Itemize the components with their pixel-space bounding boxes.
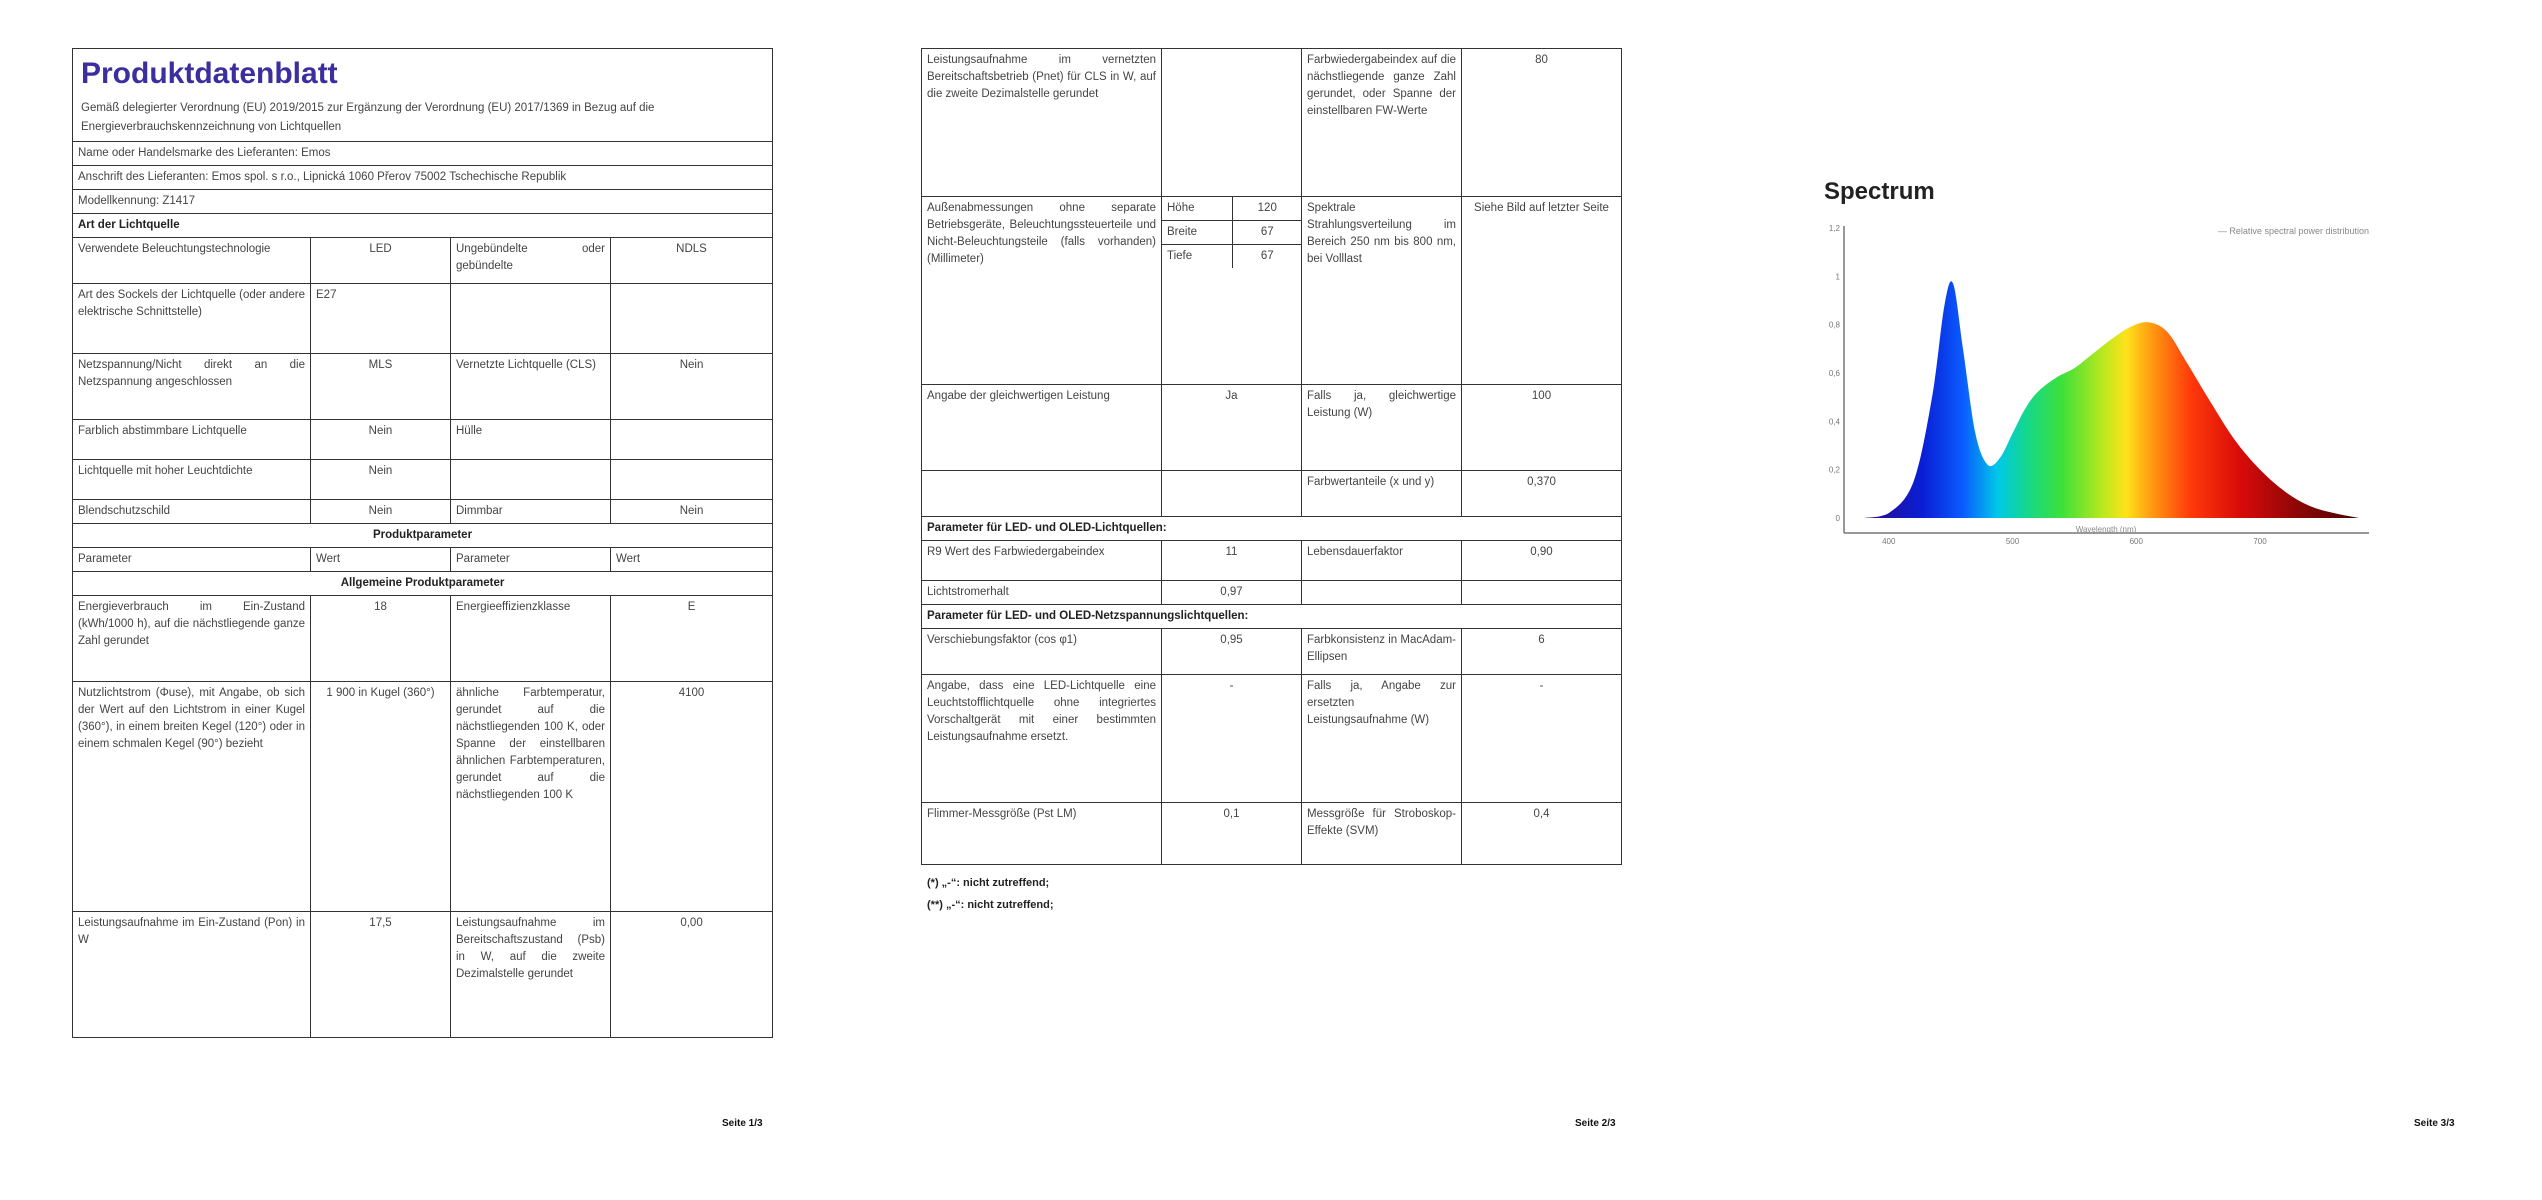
table-cell [1462,581,1622,605]
table-cell: Nein [311,460,451,500]
y-tick-label: 0,6 [1828,369,1840,378]
table-cell: Höhe [1162,197,1232,221]
table-cell: Blendschutzschild [73,500,311,524]
table-cell: 0,370 [1462,471,1622,517]
table-cell: Ungebündelte oder gebündelte [451,238,611,284]
table-cell: Siehe Bild auf letzter Seite [1462,197,1622,385]
table-cell: ähnliche Farbtemperatur, gerundet auf die nächstliegenden 100 K, oder Spanne der einstellbaren ähnlichen Farbtemperaturen, gerundet auf die nächstliegenden 100 K [451,682,611,912]
page-number: Seite 1/3 [722,1118,763,1129]
table-cell: NDLS [611,238,773,284]
page-number: Seite 2/3 [1575,1118,1616,1129]
table-cell [1302,581,1462,605]
table-cell: 0,4 [1462,803,1622,865]
column-header: Wert [311,548,451,572]
mains-params-header: Parameter für LED- und OLED-Netzspannungslichtquellen: [922,605,1622,629]
table-cell: Nein [311,420,451,460]
table-cell [611,284,773,354]
regulation-subtitle: Gemäß delegierter Verordnung (EU) 2019/2015 zur Ergänzung der Verordnung (EU) 2017/1369 in Bezug auf die Energieverbrauchskennzeichnung von Lichtquellen [73,97,773,142]
table-cell: E27 [311,284,451,354]
table-cell: Falls ja, Angabe zur ersetzten Leistungsaufnahme (W) [1302,675,1462,803]
table-cell: Angabe der gleichwertigen Leistung [922,385,1162,471]
table-cell: Hülle [451,420,611,460]
page-number: Seite 3/3 [2414,1118,2455,1129]
table-cell: Nein [311,500,451,524]
table-cell: Ja [1162,385,1302,471]
y-tick-label: 0 [1835,514,1840,523]
table-cell: 100 [1462,385,1622,471]
table-cell: - [1162,675,1302,803]
table-cell [922,471,1162,517]
product-datasheet-table-continued [921,48,1622,865]
table-cell: Breite [1162,221,1232,245]
table-cell: - [1462,675,1622,803]
page-title: Produktdatenblatt [73,49,773,98]
table-cell: 0,1 [1162,803,1302,865]
table-cell: 6 [1462,629,1622,675]
table-cell: Netzspannung/Nicht direkt an die Netzspannung angeschlossen [73,354,311,420]
footnotes [927,872,1053,916]
column-header: Parameter [451,548,611,572]
table-cell: 0,97 [1162,581,1302,605]
x-tick-label: 400 [1882,537,1896,546]
table-cell: 67 [1232,245,1302,269]
table-cell: Lichtquelle mit hoher Leuchtdichte [73,460,311,500]
dimensions-cell [1162,197,1302,385]
table-cell: 17,5 [311,912,451,1038]
table-cell: Tiefe [1162,245,1232,269]
table-cell: Messgröße für Stroboskop-Effekte (SVM) [1302,803,1462,865]
table-cell: Dimmbar [451,500,611,524]
table-cell: Leistungsaufnahme im Ein-Zustand (Pon) in W [73,912,311,1038]
spectrum-chart [1824,218,2374,548]
column-header: Wert [611,548,773,572]
table-cell: 1 900 in Kugel (360°) [311,682,451,912]
table-cell: 0,00 [611,912,773,1038]
y-tick-label: 1,2 [1828,224,1840,233]
table-cell [451,460,611,500]
table-cell: 0,95 [1162,629,1302,675]
table-cell: R9 Wert des Farbwiedergabeindex [922,541,1162,581]
table-cell [1162,49,1302,197]
y-tick-label: 1 [1835,272,1840,282]
table-cell [451,284,611,354]
table-cell: 120 [1232,197,1302,221]
y-tick-label: 0,8 [1828,320,1840,330]
page-1 [0,0,847,1200]
page-2 [847,0,1694,1200]
source-type-header: Art der Lichtquelle [73,214,773,238]
table-cell: Farbwiedergabeindex auf die nächstliegende ganze Zahl gerundet, oder Spanne der einstellbaren FW-Werte [1302,49,1462,197]
table-cell: Vernetzte Lichtquelle (CLS) [451,354,611,420]
table-cell: 4100 [611,682,773,912]
table-cell: 18 [311,596,451,682]
table-cell: Verwendete Beleuchtungstechnologie [73,238,311,284]
chart-legend: — Relative spectral power distribution [2217,226,2369,236]
table-cell: Nutzlichtstrom (Φuse), mit Angabe, ob sich der Wert auf den Lichtstrom in einer Kugel (360°), in einem breiten Kegel (120°) oder in einem schmalen Kegel (90°) bezieht [73,682,311,912]
table-cell: Lichtstromerhalt [922,581,1162,605]
table-cell: Verschiebungsfaktor (cos φ1) [922,629,1162,675]
spectrum-area [1864,281,2359,518]
table-cell: 80 [1462,49,1622,197]
table-cell: Energieeffizienzklasse [451,596,611,682]
led-params-header: Parameter für LED- und OLED-Lichtquellen: [922,517,1622,541]
footnote: (**) „-“: nicht zutreffend; [927,899,1054,911]
supplier-address: Anschrift des Lieferanten: Emos spol. s r.o., Lipnická 1060 Přerov 75002 Tschechische Republik [73,166,773,190]
product-datasheet-table [72,48,773,1038]
table-cell: Nein [611,500,773,524]
supplier-name: Name oder Handelsmarke des Lieferanten: Emos [73,142,773,166]
table-cell: 11 [1162,541,1302,581]
x-tick-label: 500 [2005,537,2020,546]
table-cell: Farbwertanteile (x und y) [1302,471,1462,517]
table-cell [1162,471,1302,517]
product-params-header: Produktparameter [73,524,773,548]
x-tick-labels [1882,537,2267,546]
general-params-header: Allgemeine Produktparameter [73,572,773,596]
table-cell: Energieverbrauch im Ein-Zustand (kWh/1000 h), auf die nächstliegende ganze Zahl gerundet [73,596,311,682]
table-cell: Lebensdauerfaktor [1302,541,1462,581]
y-tick-label: 0,4 [1828,417,1840,427]
table-cell: Spektrale Strahlungsverteilung im Bereich 250 nm bis 800 nm, bei Volllast [1302,197,1462,385]
x-tick-label: 600 [2129,537,2143,546]
table-cell: 0,90 [1462,541,1622,581]
y-tick-label: 0,2 [1828,465,1840,475]
table-cell: Flimmer-Messgröße (Pst LM) [922,803,1162,865]
footnote: (*) „-“: nicht zutreffend; [927,877,1050,889]
table-cell: Angabe, dass eine LED-Lichtquelle eine Leuchtstofflichtquelle ohne integriertes Vorschaltgerät mit einer bestimmten Leistungsaufnahme ersetzt. [922,675,1162,803]
table-cell: Leistungsaufnahme im vernetzten Bereitschaftsbetrieb (Pnet) für CLS in W, auf die zweite Dezimalstelle gerundet [922,49,1162,197]
table-cell: Nein [611,354,773,420]
table-cell: Außenabmessungen ohne separate Betriebsgeräte, Beleuchtungssteuerteile und Nicht-Beleuchtungsteile (falls vorhanden) (Millimeter) [922,197,1162,385]
model-id: Modellkennung: Z1417 [73,190,773,214]
x-axis-label: Wavelength (nm) [2075,525,2137,534]
y-tick-labels [1829,224,1841,523]
table-cell: Leistungsaufnahme im Bereitschaftszustand (Psb) in W, auf die zweite Dezimalstelle gerundet [451,912,611,1038]
table-cell: 67 [1232,221,1302,245]
table-cell: Farbkonsistenz in MacAdam-Ellipsen [1302,629,1462,675]
table-cell [611,460,773,500]
table-cell: Farblich abstimmbare Lichtquelle [73,420,311,460]
table-cell: LED [311,238,451,284]
table-cell: E [611,596,773,682]
x-tick-label: 700 [2253,537,2267,546]
column-header: Parameter [73,548,311,572]
dimensions-subtable [1162,197,1302,268]
table-cell: Art des Sockels der Lichtquelle (oder andere elektrische Schnittstelle) [73,284,311,354]
table-cell: Falls ja, gleichwertige Leistung (W) [1302,385,1462,471]
table-cell [611,420,773,460]
page-3 [1694,0,2542,1200]
spectrum-title: Spectrum [1824,178,1935,205]
table-cell: MLS [311,354,451,420]
